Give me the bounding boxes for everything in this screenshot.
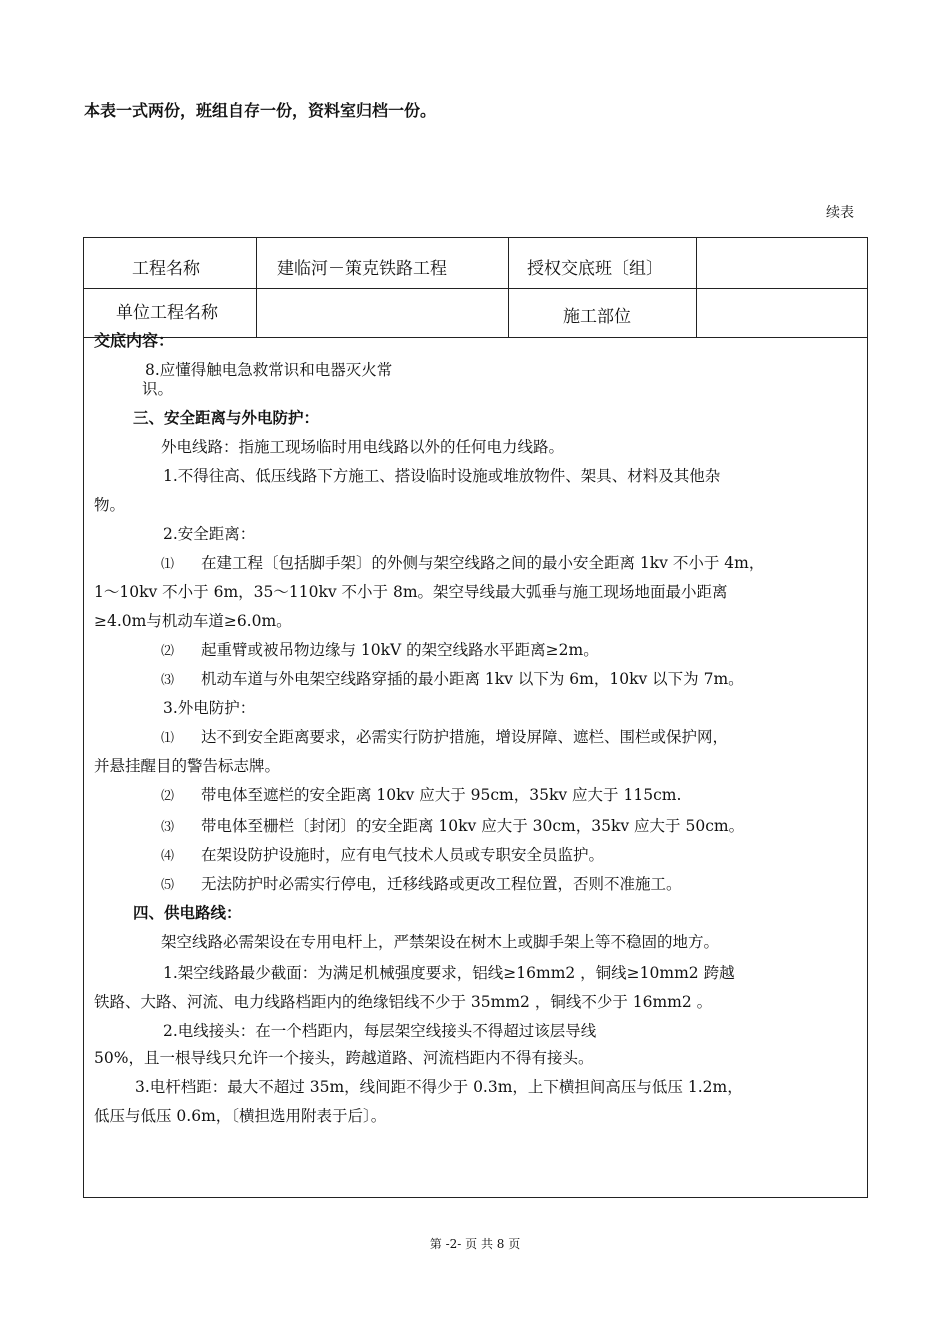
content-line: 铁路、大路、河流、电力线路档距内的绝缘铝线不少于 35mm2 ，铜线不少于 16mm2 。 (94, 993, 713, 1011)
content-text: 无法防护时必需实行停电，迁移线路或更改工程位置，否则不准施工。 (201, 875, 682, 893)
content-text: 在建工程〔包括脚手架〕的外侧与架空线路之间的最小安全距离 1kv 不小于 4m， (201, 554, 765, 572)
content-text: 机动车道与外电架空线路穿插的最小距离 1kv 以下为 6m，10kv 以下为 7m。 (201, 670, 744, 688)
content-text: 起重臂或被吊物边缘与 10kV 的架空线路水平距离≥2m。 (201, 641, 599, 659)
content-line (161, 788, 681, 804)
project-name-label: 工程名称 (132, 259, 200, 279)
content-line: 50%，且一根导线只允许一个接头，跨越道路、河流档距内不得有接头。 (94, 1049, 594, 1067)
content-text: 带电体至栅栏〔封闭〕的安全距离 10kv 应大于 30cm，35kv 应大于 50cm。 (201, 817, 745, 835)
unit-project-label: 单位工程名称 (116, 303, 218, 323)
content-line: 并悬挂醒目的警告标志牌。 (94, 757, 281, 775)
content-line: 1.架空线路最少截面：为满足机械强度要求，铝线≥16mm2 ，铜线≥10mm2 跨越 (163, 964, 735, 982)
section-heading: 四、供电路线： (133, 904, 242, 922)
content-line (161, 848, 604, 864)
content-line (161, 819, 744, 835)
construction-location-label: 施工部位 (563, 307, 631, 327)
content-line: 低压与低压 0.6m，〔横担选用附表于后〕。 (94, 1107, 387, 1125)
item-marker: ⑵ (161, 789, 175, 804)
content-line: 2.电线接头：在一个档距内，每层架空线接头不得超过该层导线 (163, 1022, 597, 1040)
content-text: 在架设防护设施时，应有电气技术人员或专职安全员监护。 (201, 846, 605, 864)
content-text: 带电体至遮栏的安全距离 10kv 应大于 95cm，35kv 应大于 115cm. (201, 786, 682, 804)
content-line: 3.电杆档距：最大不超过 35m，线间距不得少于 0.3m，上下横担间高压与低压 1.2m， (135, 1078, 743, 1096)
content-line: 2.安全距离： (163, 525, 256, 543)
content-line: 识。 (142, 380, 174, 398)
content-line: 物。 (94, 496, 126, 514)
item-marker: ⑵ (161, 644, 175, 659)
content-line: 1～10kv 不小于 6m，35～110kv 不小于 8m。架空导线最大弧垂与施工现场地面最小距离 (94, 583, 728, 601)
content-line: ≥4.0m与机动车道≥6.0m。 (94, 612, 292, 630)
content-label: 交底内容： (94, 331, 175, 350)
content-line (161, 556, 764, 572)
item-marker: ⑸ (161, 878, 175, 893)
content-line (161, 730, 728, 746)
item-marker: ⑷ (161, 849, 175, 864)
content-line: 外电线路：指施工现场临时用电线路以外的任何电力线路。 (161, 438, 565, 456)
page-footer: 第 -2- 页 共 8 页 (429, 1237, 521, 1251)
column-divider (508, 238, 509, 337)
content-line (161, 643, 599, 659)
content-line: 架空线路必需架设在专用电杆上，严禁架设在树木上或脚手架上等不稳固的地方。 (161, 933, 720, 951)
project-name-value: 建临河－策克铁路工程 (277, 259, 447, 279)
row-divider (84, 337, 867, 338)
content-line (161, 877, 682, 893)
item-marker: ⑴ (161, 557, 175, 572)
content-line (161, 672, 744, 688)
content-line: 3.外电防护： (163, 699, 256, 717)
item-marker: ⑴ (161, 731, 175, 746)
content-text: 达不到安全距离要求，必需实行防护措施，增设屏障、遮栏、围栏或保护网， (201, 728, 729, 746)
team-label: 授权交底班〔组〕 (527, 259, 663, 279)
content-line: 1.不得往高、低压线路下方施工、搭设临时设施或堆放物件、架具、材料及其他杂 (163, 467, 721, 485)
row-divider (84, 288, 867, 289)
item-marker: ⑶ (161, 673, 175, 688)
content-line: 8.应懂得触电急救常识和电器灭火常 (145, 361, 393, 379)
column-divider (696, 238, 697, 337)
item-marker: ⑶ (161, 820, 175, 835)
column-divider (256, 238, 257, 337)
continued-label: 续表 (826, 205, 854, 221)
document-note: 本表一式两份，班组自存一份，资料室归档一份。 (84, 101, 437, 120)
section-heading: 三、安全距离与外电防护： (133, 409, 320, 427)
